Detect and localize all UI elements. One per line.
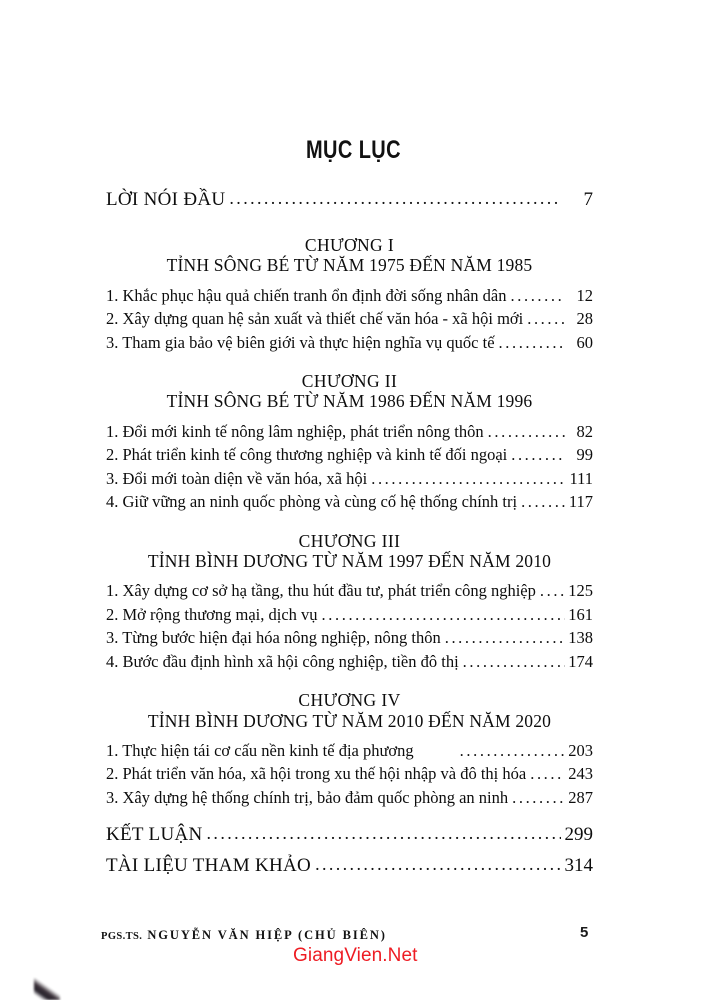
toc-entry-page: 99 [576,445,593,465]
leader-dots [499,335,565,352]
chapter-group-2 [106,371,593,511]
toc-entry[interactable] [106,630,593,647]
toc-entry[interactable] [106,468,593,488]
toc-entry-label: KẾT LUẬN [106,824,203,846]
toc-entry-page: 7 [583,189,593,210]
chapter-subtitle: TỈNH BÌNH DƯƠNG TỪ NĂM 1997 ĐẾN NĂM 2010 [147,550,552,571]
toc-entry-label: 1. Xây dựng cơ sở hạ tầng, thu hút đầu tư, phát triển công nghiệp [106,581,536,601]
toc-entry-references[interactable] [106,856,593,875]
spacer [106,209,593,235]
leader-dots [207,824,561,842]
toc-entry[interactable] [106,766,593,783]
toc-entry[interactable] [106,311,593,328]
toc-entry-page: 28 [576,309,593,329]
toc-entry-page: 161 [568,604,593,624]
spacer [106,351,593,371]
leader-dots [540,583,565,600]
toc-entry-label: 2. Phát triển văn hóa, xã hội trong xu thế hội nhập và đô thị hóa [106,764,527,784]
toc-entry-page: 117 [568,492,593,512]
toc-entry[interactable] [106,740,593,760]
chapter-heading: CHƯƠNG II [301,371,398,392]
toc-entry[interactable] [106,787,593,807]
toc-entry[interactable] [106,604,593,624]
leader-dots [445,630,565,647]
toc-entry-label: 1. Khắc phục hậu quả chiến tranh ổn định đời sống nhân dân [106,285,507,305]
toc-entry[interactable] [106,651,593,671]
toc-entry-page: 243 [568,764,593,784]
toc-entry[interactable] [106,332,593,352]
chapter-group-3 [106,531,593,671]
toc-entry-label: LỜI NÓI ĐẦU [106,189,226,210]
toc-entry-page: 287 [568,787,593,807]
toc-entry[interactable] [106,421,593,441]
spacer [106,276,593,281]
toc-entry-page: 314 [564,855,593,877]
toc-entry[interactable] [106,285,593,305]
toc-entry-page: 82 [576,421,593,441]
spacer [106,731,593,736]
toc-entry-page: 174 [568,651,593,671]
toc-body [106,190,593,875]
toc-entry-conclusion[interactable] [106,825,593,844]
leader-dots [512,790,565,807]
chapter-heading: CHƯƠNG IV [298,690,401,711]
page-curl-artifact [34,978,60,1000]
toc-entry-page: 12 [576,285,593,305]
leader-dots [511,447,565,464]
leader-dots [530,766,565,783]
toc-entry-page: 203 [568,740,593,760]
chapter-subtitle: TỈNH SÔNG BÉ TỪ NĂM 1975 ĐẾN NĂM 1985 [166,255,533,276]
toc-entry-page: 138 [568,628,593,648]
toc-entry-label: 2. Xây dựng quan hệ sản xuất và thiết chế văn hóa - xã hội mới [106,309,524,329]
footer-author-line [101,928,387,943]
toc-entry-label: TÀI LIỆU THAM KHẢO [106,855,312,877]
toc-entry-label: 1. Thực hiện tái cơ cấu nền kinh tế địa phương [106,740,414,760]
toc-entry-label: 3. Xây dựng hệ thống chính trị, bảo đảm quốc phòng an ninh [106,787,509,807]
spacer [106,806,593,825]
spacer [106,571,593,576]
chapter-group-4 [106,690,593,806]
toc-entry-foreword[interactable] [106,190,593,209]
leader-dots [488,424,565,441]
leader-dots [322,607,565,624]
chapter-heading: CHƯƠNG I [304,235,395,255]
toc-entry-page: 125 [568,581,593,601]
toc-entry[interactable] [106,447,593,464]
leader-dots [511,288,565,305]
page-title: MỤC LỤC [305,136,401,164]
chapter-subtitle: TỈNH SÔNG BÉ TỪ NĂM 1986 ĐẾN NĂM 1996 [166,391,533,412]
toc-entry-label: 2. Mở rộng thương mại, dịch vụ [106,604,318,624]
toc-entry-page: 111 [569,468,593,488]
toc-entry-label: 1. Đổi mới kinh tế nông lâm nghiệp, phát triển nông thôn [106,421,484,441]
leader-dots [527,311,565,328]
toc-entry[interactable] [106,583,593,600]
spacer [106,511,593,531]
toc-entry-label: 3. Đổi mới toàn diện về văn hóa, xã hội [106,468,368,488]
toc-entry-label: 2. Phát triển kinh tế công thương nghiệp và kinh tế đối ngoại [106,445,508,465]
leader-dots [371,471,565,488]
leader-dots [460,743,565,760]
footer-author-prefix: PGS.TS. [101,931,143,942]
spacer [106,670,593,690]
chapter-group-1 [106,235,593,351]
footer-author-name: NGUYỄN VĂN HIỆP (CHỦ BIÊN) [147,928,387,942]
footer-page-number: 5 [580,924,589,941]
toc-entry-page: 299 [564,824,593,846]
watermark-giangvien: GiangVien.Net [293,945,418,966]
chapter-heading: CHƯƠNG III [298,530,401,551]
leader-dots [521,494,565,511]
leader-dots [229,189,561,207]
toc-entry-label: 4. Bước đầu định hình xã hội công nghiệp, tiền đô thị [106,651,459,671]
toc-entry[interactable] [106,494,593,511]
toc-entry-label: 4. Giữ vững an ninh quốc phòng và cùng cố hệ thống chính trị [106,492,518,512]
toc-entry-page: 60 [576,332,593,352]
leader-dots [315,855,561,873]
toc-entry-label: 3. Từng bước hiện đại hóa nông nghiệp, nông thôn [106,628,441,648]
leader-dots [463,654,565,671]
toc-entry-label: 3. Tham gia bảo vệ biên giới và thực hiện nghĩa vụ quốc tế [106,332,495,352]
chapter-subtitle: TỈNH BÌNH DƯƠNG TỪ NĂM 2010 ĐẾN NĂM 2020 [147,710,552,731]
spacer [106,412,593,417]
